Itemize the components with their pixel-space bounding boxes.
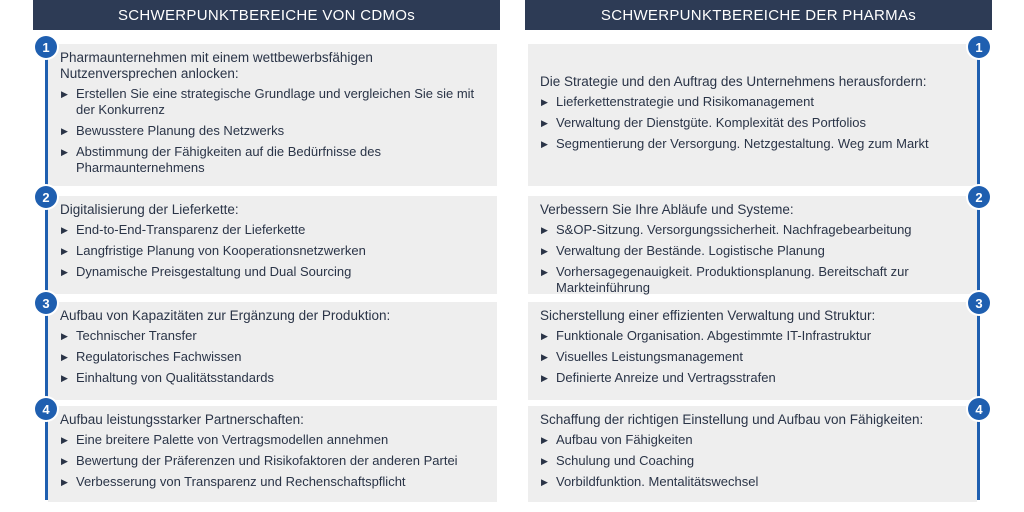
triangle-right-icon: ▶	[541, 225, 548, 235]
section-title: Aufbau leistungsstarker Partnerschaften:	[60, 412, 304, 427]
list-item: ▶ Lieferkettenstrategie und Risikomanagement	[541, 94, 814, 109]
list-item: ▶ S&OP-Sitzung. Versorgungssicherheit. Nachfragebearbeitung	[541, 222, 912, 237]
pharma-section-4	[528, 406, 977, 502]
cdmo-section-4	[48, 406, 497, 502]
list-item: ▶ Abstimmung der Fähigkeiten auf die Bedürfnisse des Pharmaunternehmens	[61, 144, 381, 175]
cdmo-step-3-badge: 3	[35, 292, 57, 314]
list-item: ▶ Definierte Anreize und Vertragsstrafen	[541, 370, 776, 385]
cdmo-section-2	[48, 196, 497, 294]
section-title: Digitalisierung der Lieferkette:	[60, 202, 239, 217]
section-title: Verbessern Sie Ihre Abläufe und Systeme:	[540, 202, 794, 217]
list-item: ▶ Eine breitere Palette von Vertragsmodellen annehmen	[61, 432, 389, 447]
triangle-right-icon: ▶	[61, 225, 68, 235]
list-item: ▶ Bewusstere Planung des Netzwerks	[61, 123, 285, 138]
section-title: Aufbau von Kapazitäten zur Ergänzung der Produktion:	[60, 308, 391, 323]
triangle-right-icon: ▶	[61, 456, 68, 466]
triangle-right-icon: ▶	[61, 246, 68, 256]
list-item: ▶ Bewertung der Präferenzen und Risikofaktoren der anderen Partei	[61, 453, 458, 468]
cdmo-step-2-badge: 2	[35, 186, 57, 208]
pharma-step-4-badge: 4	[968, 398, 990, 420]
triangle-right-icon: ▶	[541, 246, 548, 256]
pharma-timeline-line	[977, 46, 980, 500]
triangle-right-icon: ▶	[61, 435, 68, 445]
pharma-header: SCHWERPUNKTBEREICHE DER PHARMAs	[525, 0, 992, 30]
list-item: ▶ Dynamische Preisgestaltung und Dual Sourcing	[61, 264, 352, 279]
triangle-right-icon: ▶	[541, 139, 548, 149]
list-item: ▶ Technischer Transfer	[61, 328, 197, 343]
list-item: ▶ Einhaltung von Qualitätsstandards	[61, 370, 275, 385]
triangle-right-icon: ▶	[61, 147, 68, 157]
triangle-right-icon: ▶	[541, 97, 548, 107]
pharma-column	[525, 0, 992, 512]
section-title: Sicherstellung einer effizienten Verwaltung und Struktur:	[540, 308, 876, 323]
triangle-right-icon: ▶	[541, 435, 548, 445]
triangle-right-icon: ▶	[61, 126, 68, 136]
list-item: ▶ Verwaltung der Dienstgüte. Komplexität des Portfolios	[541, 115, 867, 130]
section-title: Schaffung der richtigen Einstellung und Aufbau von Fähigkeiten:	[540, 412, 924, 427]
list-item: ▶ Verwaltung der Bestände. Logistische Planung	[541, 243, 825, 258]
triangle-right-icon: ▶	[541, 118, 548, 128]
list-item: ▶ Vorbildfunktion. Mentalitätswechsel	[541, 474, 759, 489]
triangle-right-icon: ▶	[541, 352, 548, 362]
cdmo-step-4-badge: 4	[35, 398, 57, 420]
triangle-right-icon: ▶	[61, 267, 68, 277]
list-item: ▶ Aufbau von Fähigkeiten	[541, 432, 693, 447]
triangle-right-icon: ▶	[61, 373, 68, 383]
list-item: ▶ Erstellen Sie eine strategische Grundlage und vergleichen Sie sie mit der Konkurrenz	[61, 86, 475, 117]
list-item: ▶ Visuelles Leistungsmanagement	[541, 349, 743, 364]
triangle-right-icon: ▶	[61, 477, 68, 487]
cdmo-section-3	[48, 302, 497, 400]
triangle-right-icon: ▶	[541, 267, 548, 277]
pharma-section-1	[528, 44, 977, 186]
triangle-right-icon: ▶	[541, 373, 548, 383]
pharma-section-3	[528, 302, 977, 400]
section-title: Die Strategie und den Auftrag des Unternehmens herausfordern:	[540, 74, 927, 89]
pharma-section-2	[528, 196, 977, 294]
list-item: ▶ Schulung und Coaching	[541, 453, 695, 468]
list-item: ▶ Segmentierung der Versorgung. Netzgestaltung. Weg zum Markt	[541, 136, 929, 151]
triangle-right-icon: ▶	[61, 331, 68, 341]
list-item: ▶ End-to-End-Transparenz der Lieferkette	[61, 222, 306, 237]
list-item: ▶ Funktionale Organisation. Abgestimmte IT-Infrastruktur	[541, 328, 872, 343]
pharma-step-1-badge: 1	[968, 36, 990, 58]
cdmo-header: SCHWERPUNKTBEREICHE VON CDMOs	[33, 0, 500, 30]
list-item: ▶ Vorhersagegenauigkeit. Produktionsplanung. Bereitschaft zur Markteinführung	[541, 264, 909, 295]
pharma-step-2-badge: 2	[968, 186, 990, 208]
cdmo-column	[33, 0, 500, 512]
list-item: ▶ Langfristige Planung von Kooperationsnetzwerken	[61, 243, 366, 258]
triangle-right-icon: ▶	[61, 352, 68, 362]
triangle-right-icon: ▶	[541, 477, 548, 487]
triangle-right-icon: ▶	[541, 456, 548, 466]
cdmo-section-1	[48, 44, 497, 186]
triangle-right-icon: ▶	[541, 331, 548, 341]
cdmo-step-1-badge: 1	[35, 36, 57, 58]
list-item: ▶ Regulatorisches Fachwissen	[61, 349, 242, 364]
list-item: ▶ Verbesserung von Transparenz und Rechenschaftspflicht	[61, 474, 406, 489]
pharma-step-3-badge: 3	[968, 292, 990, 314]
section-title: Pharmaunternehmen mit einem wettbewerbsfähigen Nutzenversprechen anlocken:	[60, 50, 373, 81]
triangle-right-icon: ▶	[61, 89, 68, 99]
